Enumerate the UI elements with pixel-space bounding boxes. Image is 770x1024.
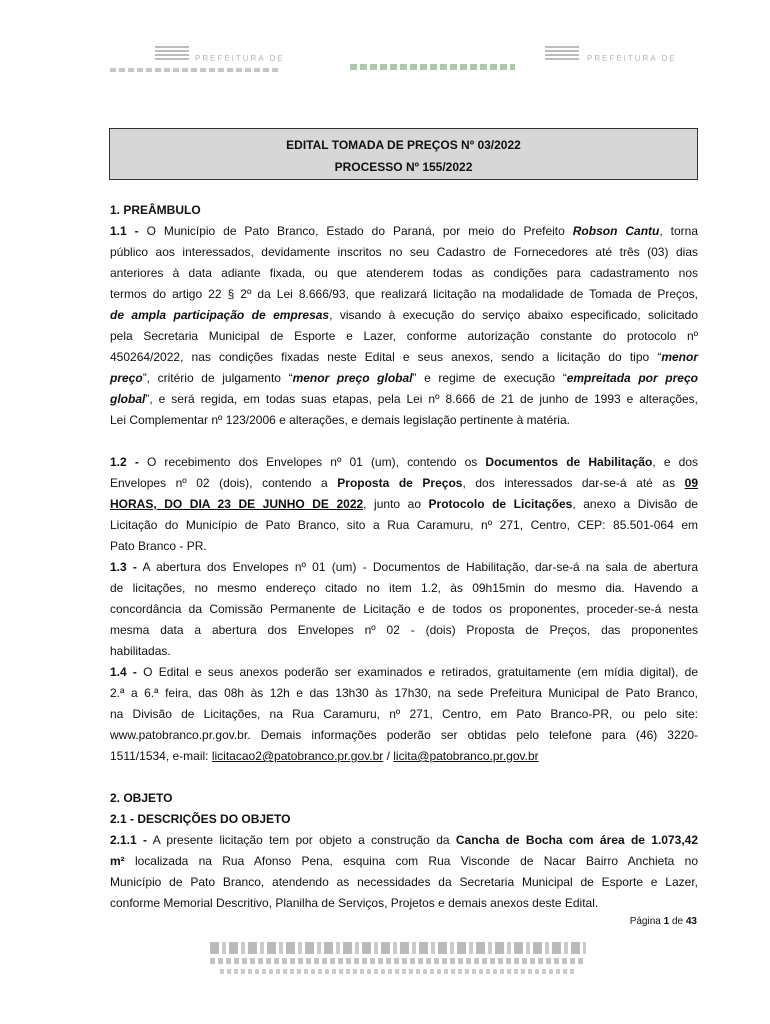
paragraph-1-1-line: de ampla participação de empresas, visando à execução do serviço abaixo especificado, solicitado <box>110 308 698 322</box>
paragraph-1-1-line: global”, e será regida, em todas suas etapas, pela Lei nº 8.666 de 21 de junho de 1993 e alterações, <box>110 392 698 406</box>
municipal-logo-left <box>110 44 290 74</box>
paragraph-2-1-1-line: conforme Memorial Descritivo, Planilha de Serviços, Projetos e demais anexos deste Edital. <box>110 896 599 910</box>
paragraph-1-1-line: pela Secretaria Municipal de Esporte e Lazer, conforme autorização constante do protocolo nº <box>110 329 698 343</box>
page-number: Página 1 de 43 <box>629 916 697 927</box>
paragraph-1-2-line: 1.2 - O recebimento dos Envelopes nº 01 (um), contendo os Documentos de Habilitação, e dos <box>110 455 699 469</box>
paragraph-1-2-line: Envelopes nº 02 (dois), contendo a Proposta de Preços, dos interessados dar-se-á até as 09 <box>110 476 698 490</box>
logo-right-name: PREFEITURA DE <box>587 54 677 63</box>
paragraph-1-2-line: HORAS, DO DIA 23 DE JUNHO DE 2022, junto ao Protocolo de Licitações, anexo a Divisão de <box>110 497 698 511</box>
municipal-logo-right <box>545 44 675 74</box>
paragraph-1-3-line: concordância da Comissão Permanente de Licitação e de todos os proponentes, proceder-se-á nesta <box>110 602 698 616</box>
section-1-heading: 1. PREÂMBULO <box>110 203 201 217</box>
paragraph-1-2-line: Licitação do Município de Pato Branco, sito a Rua Caramuru, nº 271, Centro, CEP: 85.501-064 em <box>110 518 698 532</box>
paragraph-1-4-line: 1.4 - O Edital e seus anexos poderão ser examinados e retirados, gratuitamente (em mídia digital), de <box>110 665 699 679</box>
paragraph-1-4-line: na Divisão de Licitações, na Rua Caramuru, nº 271, Centro, em Pato Branco-PR, ou pelo site: <box>110 707 698 721</box>
paragraph-1-3-line: de licitações, no mesmo endereço citado no item 1.2, às 09h15min do mesmo dia. Havendo a <box>110 581 698 595</box>
email-link-licita[interactable]: licita@patobranco.pr.gov.br <box>393 749 539 763</box>
edital-title: EDITAL TOMADA DE PREÇOS Nº 03/2022 <box>286 138 521 152</box>
paragraph-1-1-line: público aos interessados, devidamente inscritos no seu Cadastro de Fornecedores até três (03) dias <box>110 245 698 259</box>
process-number: PROCESSO Nº 155/2022 <box>334 160 473 174</box>
municipal-logo-center <box>350 44 520 74</box>
coat-of-arms-icon <box>155 44 189 66</box>
coat-of-arms-icon <box>545 44 579 66</box>
paragraph-1-1-line: 1.1 - O Município de Pato Branco, Estado do Paraná, por meio do Prefeito Robson Cantu, torna <box>110 224 698 238</box>
paragraph-1-1-line: preço”, critério de julgamento “menor preço global” e regime de execução “empreitada por preço <box>110 371 698 385</box>
paragraph-2-1-1-line: 2.1.1 - A presente licitação tem por objeto a construção da Cancha de Bocha com área de 1.073,42 <box>110 833 699 847</box>
paragraph-1-3-line: 1.3 - A abertura dos Envelopes nº 01 (um) - Documentos de Habilitação, dar-se-á na sala de abertura <box>110 560 699 574</box>
paragraph-2-1-1-line: Município de Pato Branco, atendendo as necessidades da Secretaria Municipal de Esporte e Lazer, <box>110 875 698 889</box>
paragraph-1-3-line: habilitadas. <box>110 644 171 658</box>
email-link-licitacao2[interactable]: licitacao2@patobranco.pr.gov.br <box>211 749 384 763</box>
paragraph-1-2-line: Pato Branco - PR. <box>110 539 207 553</box>
logo-left-name: PREFEITURA DE <box>195 54 285 63</box>
section-2-1-heading: 2.1 - DESCRIÇÕES DO OBJETO <box>110 812 291 826</box>
paragraph-1-1-line: termos do artigo 22 § 2º da Lei 8.666/93, que realizará licitação na modalidade de Tomada de Preços, <box>110 287 698 301</box>
section-2-heading: 2. OBJETO <box>110 791 173 805</box>
document-body <box>110 200 698 914</box>
paragraph-1-3-line: mesma data a abertura dos Envelopes nº 02 - (dois) Proposta de Preços, das proponentes <box>110 623 698 637</box>
paragraph-1-4-line: 1511/1534, e-mail: licitacao2@patobranco.pr.gov.br / licita@patobranco.pr.gov.br <box>110 749 539 763</box>
paragraph-1-4-line: 2.ª a 6.ª feira, das 08h às 12h e das 13h30 às 17h30, na sede Prefeitura Municipal de Pato Branco, <box>110 686 698 700</box>
footer-address-block <box>210 942 586 978</box>
paragraph-1-1-line: 450264/2022, nas condições fixadas neste Edital e seus anexos, sendo a licitação do tipo “menor <box>110 350 698 364</box>
header-logos <box>0 44 770 84</box>
paragraph-1-1-line: Lei Complementar nº 123/2006 e alterações, e demais legislação pertinente à matéria. <box>110 413 570 427</box>
paragraph-1-1-line: anteriores à data adiante fixada, ou que atenderem todas as condições para cadastramento nos <box>110 266 698 280</box>
paragraph-2-1-1-line: m² localizada na Rua Afonso Pena, esquina com Rua Visconde de Nacar Bairro Anchieta no <box>110 854 698 868</box>
paragraph-1-4-line: www.patobranco.pr.gov.br. Demais informações poderão ser obtidas pelo telefone para (46) 3220- <box>110 728 698 742</box>
edital-title-box <box>109 128 698 180</box>
